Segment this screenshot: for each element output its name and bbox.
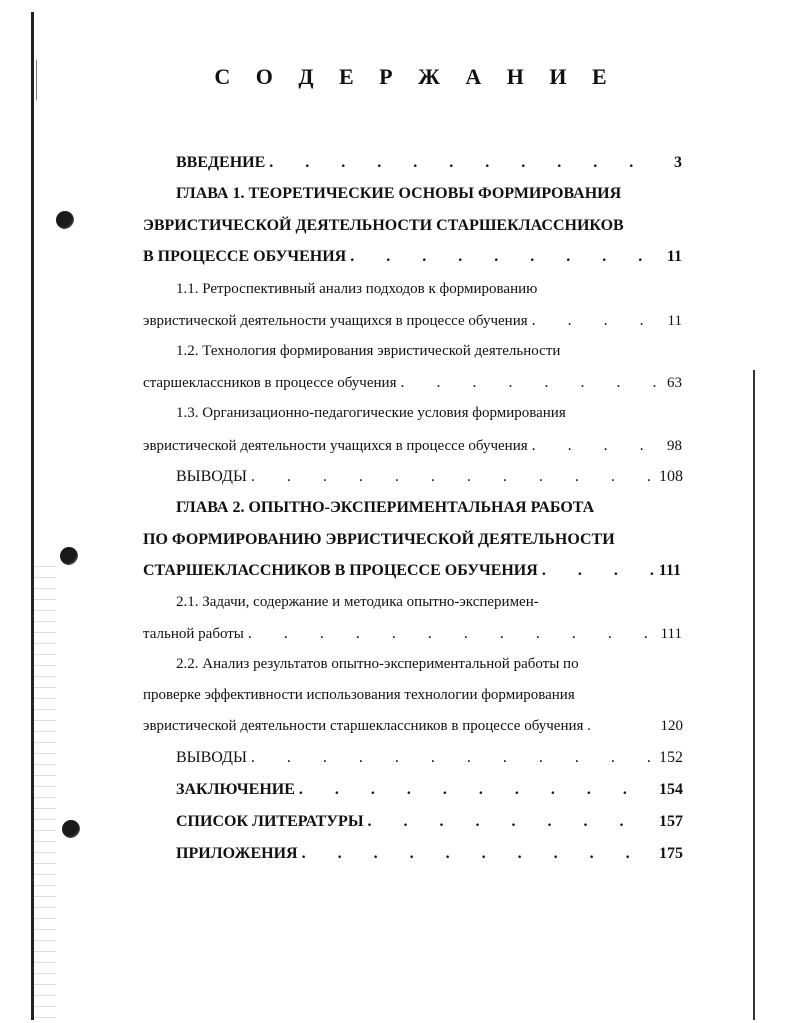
toc-section-1-2-line1: [176, 343, 676, 365]
toc-bibliography: [176, 813, 683, 835]
toc-chapter1-line2: [143, 217, 683, 239]
toc-leader: [400, 374, 656, 392]
toc-chapter1-line3: [143, 248, 682, 270]
toc-conclusions-1: [176, 468, 683, 490]
toc-chapter2-line2: [143, 531, 683, 553]
page-title: С О Д Е Р Ж А Н И Е: [214, 64, 617, 89]
toc-appendices: [176, 845, 683, 867]
toc-label: проверке эффективности использования технологии формирования: [143, 687, 575, 703]
toc-section-1-3-line1: [176, 405, 676, 427]
toc-page: 154: [659, 781, 683, 798]
toc-leader: [299, 781, 655, 799]
toc-leader: [368, 813, 655, 831]
toc-leader: [542, 562, 655, 580]
toc-label: эвристической деятельности учащихся в процессе обучения: [143, 438, 528, 454]
punch-hole-icon: [62, 820, 80, 838]
toc-leader: [269, 154, 656, 172]
toc-section-2-2-line3: [143, 718, 683, 740]
toc-page: 175: [659, 845, 683, 862]
toc-section-2-2-line1: [176, 656, 676, 678]
toc-label: эвристической деятельности старшеклассников в процессе обучения .: [143, 718, 591, 734]
scan-edge-right: [753, 370, 755, 1020]
toc-page: 111: [658, 562, 681, 579]
toc-leader: [302, 845, 655, 863]
punch-hole-icon: [60, 547, 78, 565]
toc-chapter1-line1: [176, 185, 682, 207]
toc-leader: [532, 312, 656, 330]
toc-section-2-1-line2: [143, 625, 682, 647]
toc-section-1-2-line2: [143, 374, 682, 396]
toc-label: 1.2. Технология формирования эвристической деятельности: [176, 343, 561, 359]
toc-page: 11: [667, 313, 682, 329]
toc-label: ГЛАВА 2. ОПЫТНО-ЭКСПЕРИМЕНТАЛЬНАЯ РАБОТА: [176, 499, 595, 516]
toc-page: 98: [667, 438, 682, 454]
toc-page: 120: [660, 718, 683, 734]
toc-page: 3: [674, 154, 682, 171]
toc-section-2-1-line1: [176, 594, 676, 616]
toc-page: 63: [667, 375, 682, 391]
toc-summary: [176, 781, 683, 803]
toc-section-2-2-line2: [143, 687, 683, 709]
scan-noise: [34, 560, 56, 1020]
toc-page: 11: [666, 248, 682, 265]
toc-label: ВЫВОДЫ: [176, 468, 247, 485]
toc-label: В ПРОЦЕССЕ ОБУЧЕНИЯ: [143, 248, 347, 265]
toc-leader: [251, 749, 655, 767]
toc-label: старшеклассников в процессе обучения: [143, 375, 397, 391]
punch-hole-icon: [56, 211, 74, 229]
toc-label: СТАРШЕКЛАССНИКОВ В ПРОЦЕССЕ ОБУЧЕНИЯ: [143, 562, 538, 579]
toc-label: ГЛАВА 1. ТЕОРЕТИЧЕСКИЕ ОСНОВЫ ФОРМИРОВАНИЯ: [176, 185, 622, 202]
toc-page: 157: [659, 813, 683, 830]
toc-chapter2-line3: [143, 562, 681, 584]
toc-leader: [248, 625, 656, 643]
toc-conclusions-2: [176, 749, 683, 771]
toc-leader: [350, 248, 656, 266]
toc-label: ПО ФОРМИРОВАНИЮ ЭВРИСТИЧЕСКОЙ ДЕЯТЕЛЬНОСТИ: [143, 531, 615, 548]
toc-leader: [251, 468, 655, 486]
toc-page: 108: [659, 468, 683, 485]
toc-label: 1.3. Организационно-педагогические условия формирования: [176, 405, 566, 421]
toc-section-1-3-line2: [143, 437, 682, 459]
toc-leader: [532, 437, 656, 455]
toc-label: ЭВРИСТИЧЕСКОЙ ДЕЯТЕЛЬНОСТИ СТАРШЕКЛАССНИКОВ: [143, 217, 624, 234]
toc-label: СПИСОК ЛИТЕРАТУРЫ: [176, 813, 364, 830]
toc-label: 2.2. Анализ результатов опытно-экспериментальной работы по: [176, 656, 579, 672]
toc-label: эвристической деятельности учащихся в процессе обучения: [143, 313, 528, 329]
toc-page: 111: [660, 626, 682, 642]
toc-label: 2.1. Задачи, содержание и методика опытно-эксперимен-: [176, 594, 539, 610]
toc-page: 152: [659, 749, 683, 766]
toc-entry-intro: [176, 154, 682, 176]
toc-label: ВЫВОДЫ: [176, 749, 247, 766]
toc-label: ЗАКЛЮЧЕНИЕ: [176, 781, 295, 798]
toc-chapter2-line1: [176, 499, 676, 521]
toc-label: тальной работы: [143, 626, 244, 642]
toc-section-1-1-line2: [143, 312, 682, 334]
toc-section-1-1-line1: [176, 281, 676, 303]
toc-label: ВВЕДЕНИЕ: [176, 154, 266, 171]
toc-label: ПРИЛОЖЕНИЯ: [176, 845, 298, 862]
toc-label: 1.1. Ретроспективный анализ подходов к формированию: [176, 281, 538, 297]
